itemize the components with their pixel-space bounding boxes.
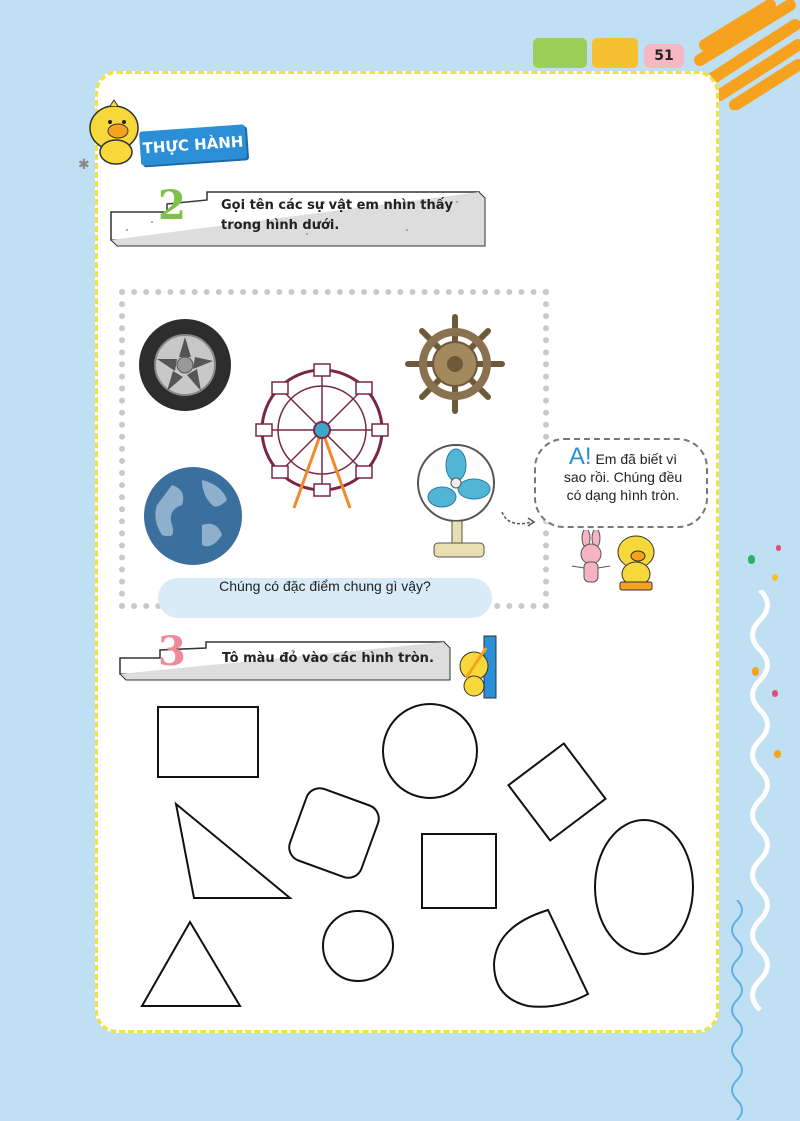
star-icon: ✱ [78,157,90,173]
square-shape[interactable] [420,832,498,910]
fan-icon [414,443,500,561]
speech-line3: có dạng hình tròn. [566,487,680,503]
ferris-wheel-icon [244,360,400,516]
circle-shape-small[interactable] [320,908,396,984]
confetti-dot [752,667,759,676]
exercise-2-number: 2 [158,182,186,229]
exercise-3-instruction: Tô màu đỏ vào các hình tròn. [222,651,434,666]
ellipse-shape[interactable] [592,817,696,957]
confetti-dot [748,555,755,564]
page-number: 51 [644,44,684,68]
confetti-dot [774,750,781,758]
ship-wheel-icon [404,313,506,415]
exercise-3-number: 3 [158,628,186,675]
train-car-yellow [592,38,638,68]
arrow-icon [498,508,538,532]
train-car-green [533,38,587,68]
speech-bubble [534,438,708,528]
exercise-2-instruction-line2: trong hình dưới. [221,218,340,233]
globe-icon [142,465,244,567]
wavy-line-decoration-blue [722,900,752,1120]
tire-icon [135,317,235,413]
triangle-shape[interactable] [138,918,244,1010]
circle-shape-large[interactable] [380,701,480,801]
speech-exclaim: A! [568,443,592,470]
chick-with-pencil-icon [456,634,502,700]
semicircle-shape[interactable] [488,906,592,1010]
rectangle-shape[interactable] [156,705,260,779]
rabbit-character-icon [568,530,614,590]
exercise-2-instruction-line1: Gọi tên các sự vật em nhìn thấy [221,198,453,213]
speech-line1: Em đã biết vì [595,451,678,467]
chick-character-icon [612,530,660,592]
rounded-square-shape[interactable] [276,775,392,891]
question-prompt: Chúng có đặc điểm chung gì vậy? [158,578,492,618]
confetti-dot [776,545,781,551]
confetti-dot [772,574,778,581]
speech-line2: sao rồi. Chúng đều [563,469,683,485]
confetti-dot [772,690,778,697]
section-title-badge: THỰC HÀNH [139,124,247,165]
